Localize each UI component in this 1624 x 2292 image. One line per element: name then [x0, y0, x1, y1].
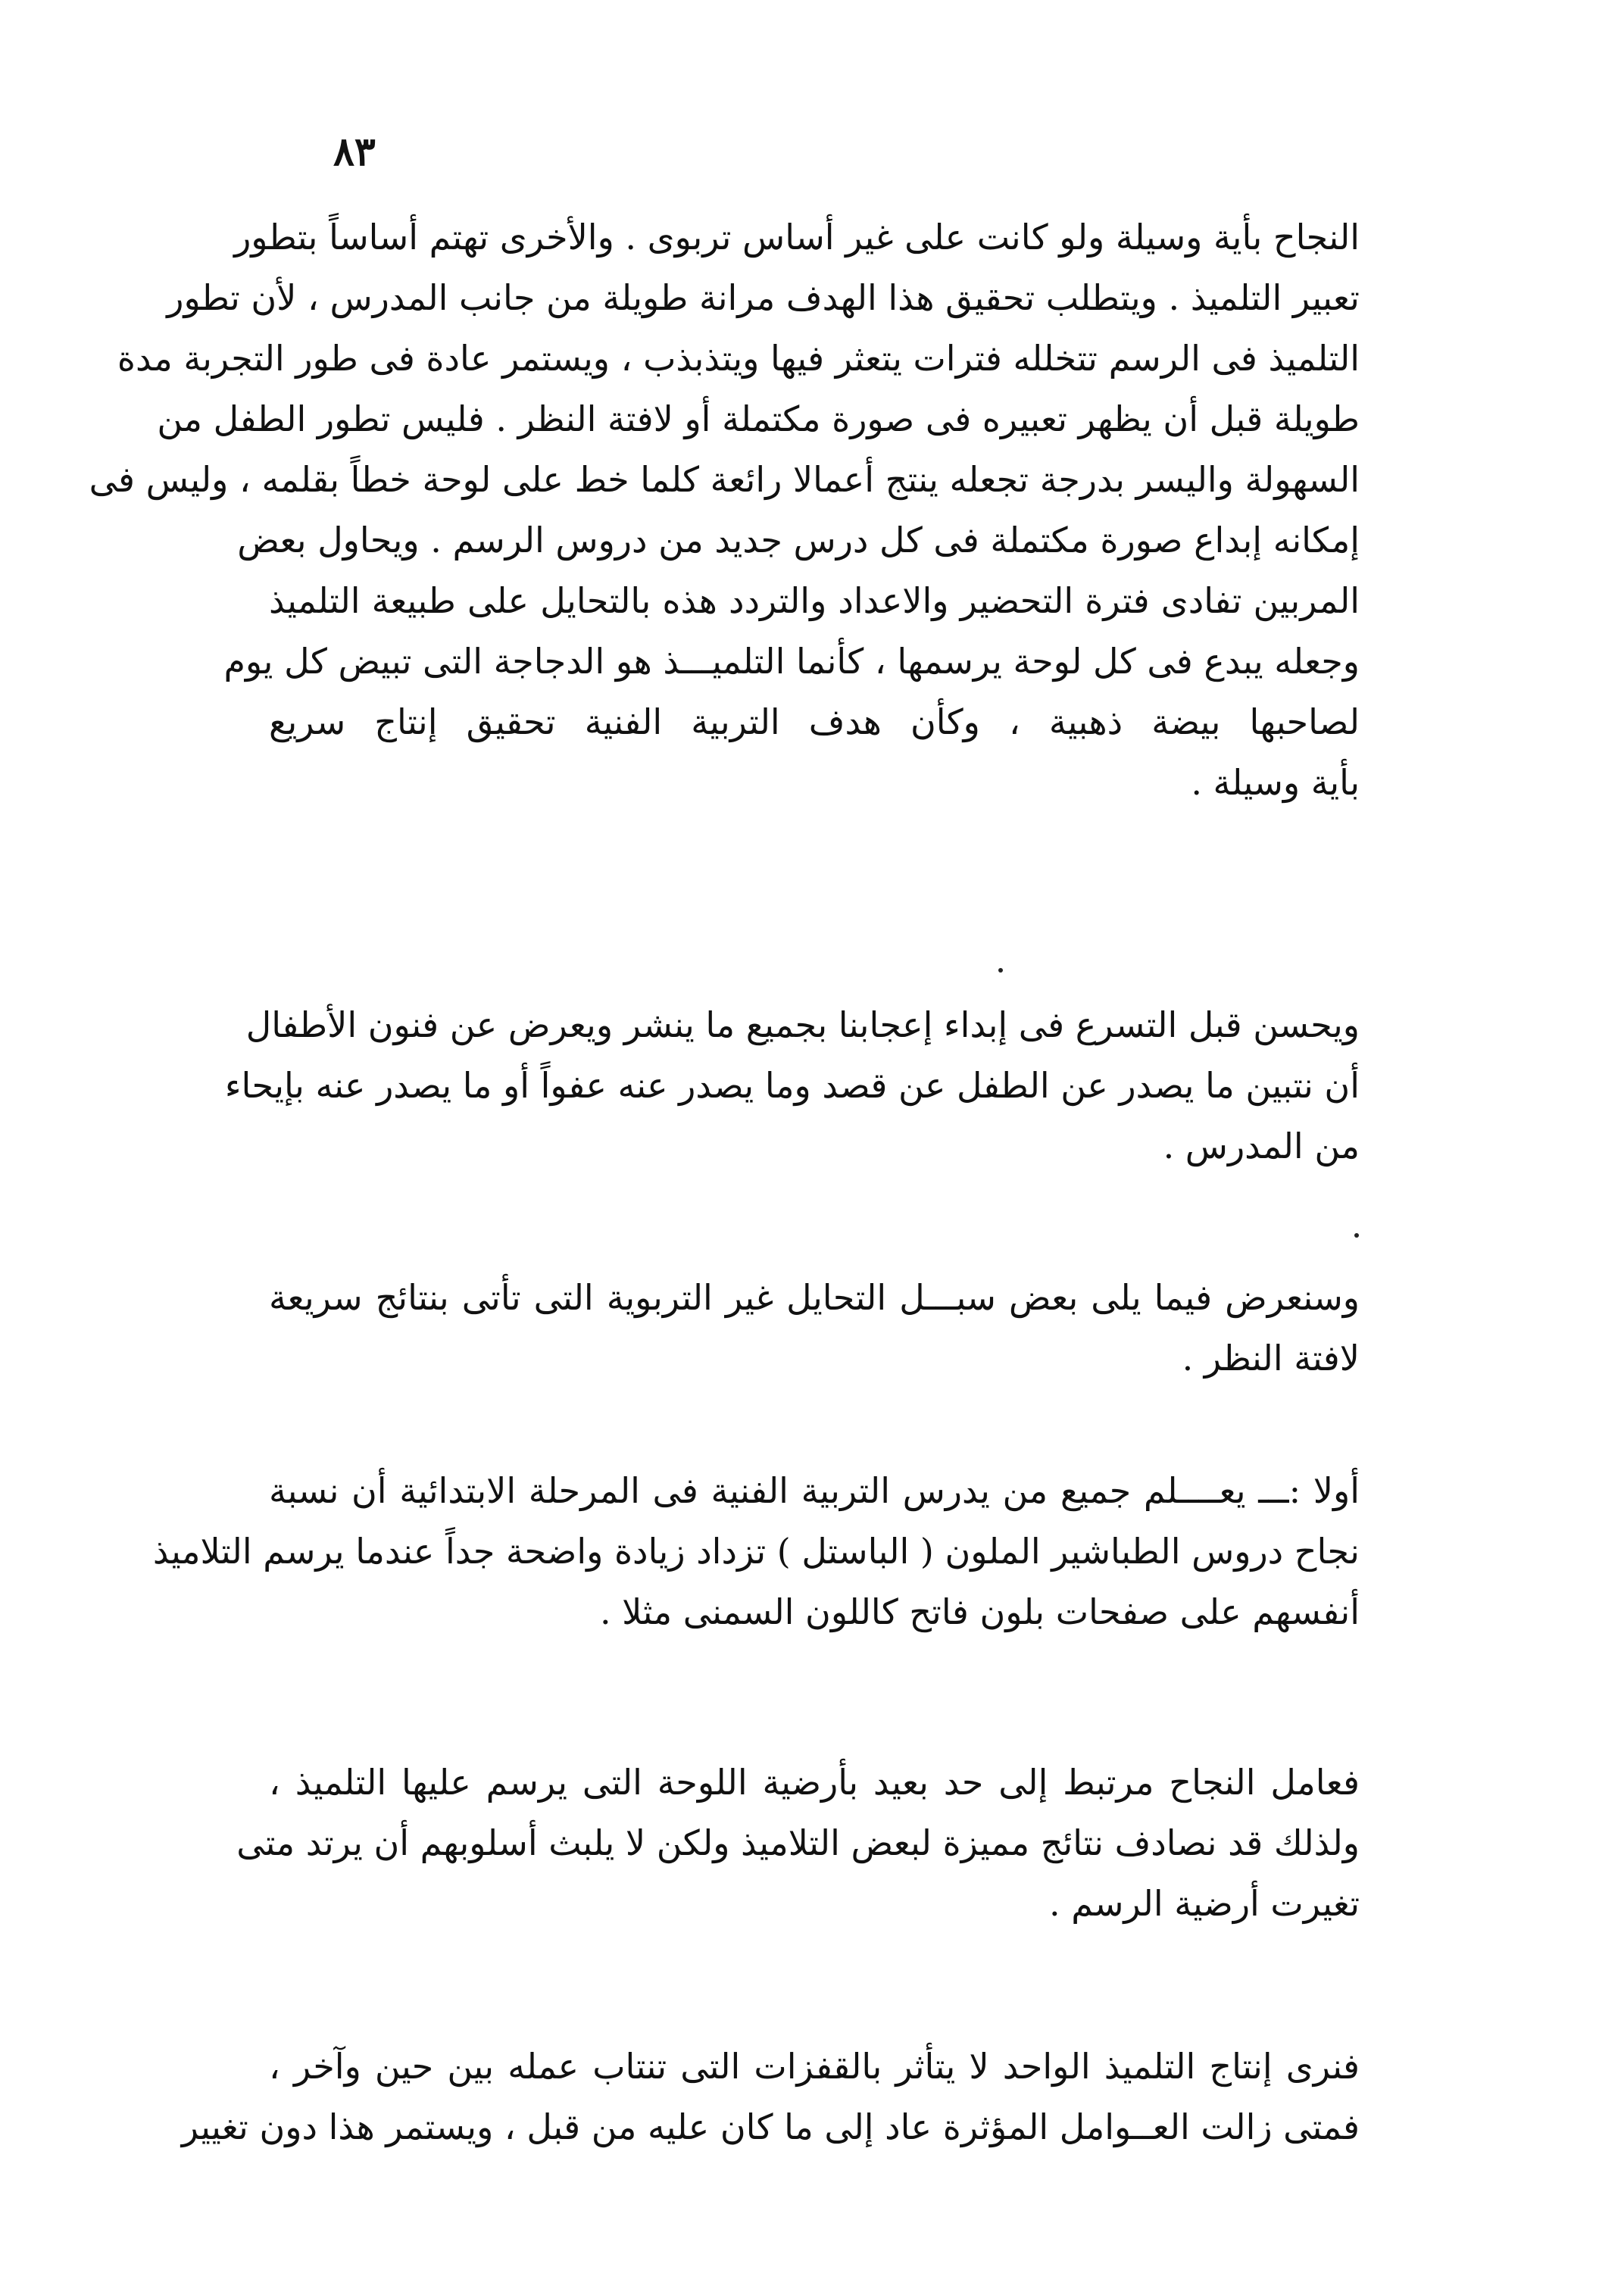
text-line: تغيرت أرضية الرسم . — [1049, 1883, 1360, 1924]
text-line: فنرى إنتاج التلميذ الواحد لا يتأثر بالقفزات التى تنتاب عمله بين حين وآخر ، — [269, 2046, 1360, 2087]
text-line: التلميذ فى الرسم تتخلله فترات يتعثر فيها ويتذبذب ، ويستمر عادة فى طور التجربة مدة — [117, 338, 1360, 379]
paragraph-4 — [152, 1470, 1360, 1632]
text-line: طويلة قبل أن يظهر تعبيره فى صورة مكتملة أو لافتة النظر . فليس تطور الطفل من — [157, 398, 1360, 439]
paragraph-2 — [224, 1004, 1360, 1166]
text-line: أنفسهم على صفحات بلون فاتح كاللون السمنى مثلا . — [599, 1591, 1360, 1632]
text-line: من المدرس . — [1163, 1126, 1360, 1166]
text-line: لصاحبها بيضة ذهبية ، وكأن هدف التربية الفنية تحقيق إنتاج سريع — [269, 701, 1360, 742]
text-line: تعبير التلميذ . ويتطلب تحقيق هذا الهدف مرانة طويلة من جانب المدرس ، لأن تطور — [167, 277, 1360, 318]
text-line: وسنعرض فيما يلى بعض سبـــل التحايل غير التربوية التى تأتى بنتائج سريعة — [269, 1277, 1360, 1318]
paragraph-1 — [89, 217, 1360, 803]
text-line: النجاح بأية وسيلة ولو كانت على غير أساس تربوى . والأخرى تهتم أساساً بتطور — [234, 217, 1360, 258]
text-line: ويحسن قبل التسرع فى إبداء إعجابنا بجميع ما ينشر ويعرض عن فنون الأطفال — [245, 1004, 1360, 1045]
page-number: ٨٣ — [333, 129, 376, 175]
text-line: فمتى زالت العــوامل المؤثرة عاد إلى ما كان عليه من قبل ، ويستمر هذا دون تغيير — [181, 2106, 1360, 2147]
text-line: وجعله يبدع فى كل لوحة يرسمها ، كأنما التلميـــذ هو الدجاجة التى تبيض كل يوم — [223, 641, 1360, 682]
text-line: نجاح دروس الطباشير الملون ( الباستل ) تزداد زيادة واضحة جداً عندما يرسم التلاميذ — [152, 1531, 1360, 1572]
text-line: بأية وسيلة . — [1191, 762, 1360, 803]
text-line: السهولة واليسر بدرجة تجعله ينتج أعمالا رائعة كلما خط على لوحة خطاً بقلمه ، وليس فى — [89, 459, 1360, 500]
text-line: أن نتبين ما يصدر عن الطفل عن قصد وما يصدر عنه عفواً أو ما يصدر عنه بإيحاء — [224, 1065, 1360, 1106]
paragraph-6 — [181, 2046, 1360, 2147]
paragraph-5 — [236, 1762, 1360, 1924]
text-line: لافتة النظر . — [1182, 1338, 1360, 1379]
paragraph-3 — [269, 1277, 1360, 1379]
text-line: المربين تفادى فترة التحضير والاعداد والتردد هذه بالتحايل على طبيعة التلميذ — [269, 580, 1360, 621]
text-line: إمكانه إبداع صورة مكتملة فى كل درس جديد من دروس الرسم . ويحاول بعض — [237, 520, 1360, 561]
text-line: أولا :ـــ يعــــلم جميع من يدرس التربية الفنية فى المرحلة الابتدائية أن نسبة — [269, 1470, 1360, 1511]
ink-speck — [1354, 1233, 1359, 1238]
ink-speck — [998, 968, 1003, 973]
text-line: فعامل النجاح مرتبط إلى حد بعيد بأرضية اللوحة التى يرسم عليها التلميذ ، — [269, 1762, 1360, 1803]
text-line: ولذلك قد نصادف نتائج مميزة لبعض التلاميذ ولكن لا يلبث أسلوبهم أن يرتد متى — [236, 1822, 1360, 1863]
